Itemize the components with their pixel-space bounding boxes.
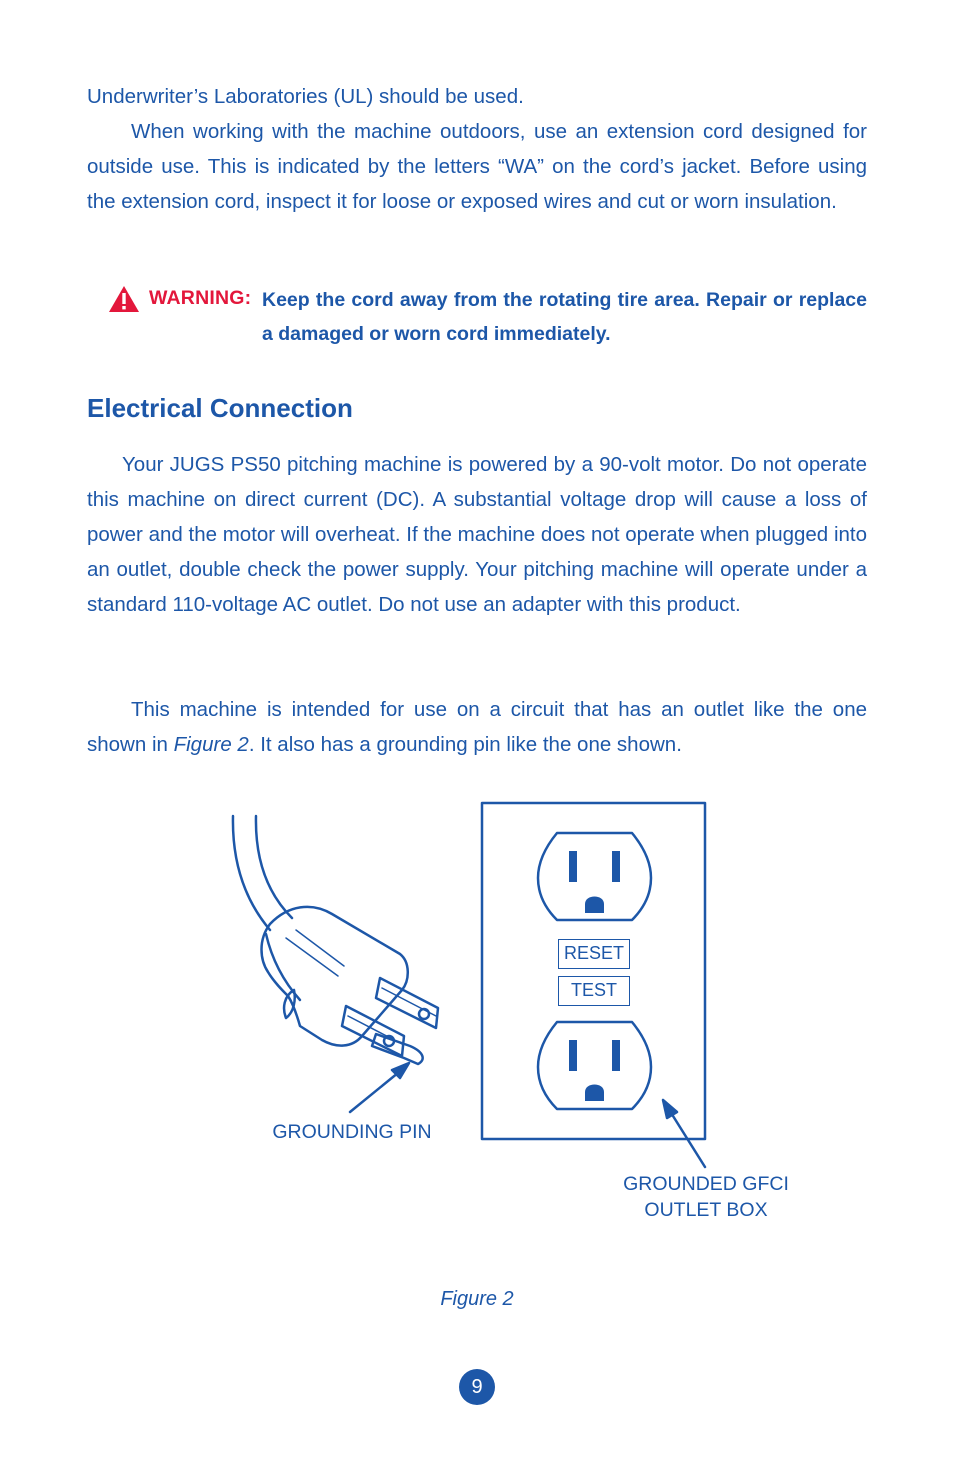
warning-label: WARNING:	[149, 287, 252, 309]
section-heading: Electrical Connection	[87, 393, 353, 423]
warning-text: Keep the cord away from the rotating tire area. Repair or replace a damaged or worn cord immediately.	[262, 289, 867, 345]
warning-icon	[108, 285, 140, 313]
outlet-box-label-line1: GROUNDED GFCI	[623, 1173, 789, 1195]
figure-reference: Figure 2	[173, 733, 249, 756]
outlet-box-label-line2: OUTLET BOX	[644, 1199, 768, 1221]
plug-illustration	[233, 816, 438, 1112]
outdoor-paragraph: When working with the machine outdoors, use an extension cord designed for outside use. This is indicated by the letters “WA” on the cord’s jacket. Before using the extension cord, inspect it for loose or exposed wires and cut or worn insulation.	[87, 120, 867, 213]
outlet-paragraph-text-b: . It also has a grounding pin like the one shown.	[248, 733, 682, 756]
figure-caption: Figure 2	[440, 1288, 514, 1310]
electrical-paragraph: Your JUGS PS50 pitching machine is powered by a 90-volt motor. Do not operate this machine on direct current (DC). A substantial voltage drop will cause a loss of power and the motor will overheat. If the machine does not operate when plugged into an outlet, double check the power supply. Your pitching machine will operate under a standard 110-voltage AC outlet. Do not use an adapter with this product.	[87, 453, 867, 616]
test-button: TEST	[558, 976, 630, 1006]
intro-line: Underwriter’s Laboratories (UL) should be used.	[87, 85, 524, 108]
outlet-box-label	[596, 1171, 816, 1223]
page-number: 9	[459, 1369, 495, 1405]
outlet-paragraph	[87, 692, 867, 762]
outlet-paragraph-text-a: This machine is intended for use on a circuit that has an outlet like the one shown in	[87, 698, 867, 756]
grounding-pin-label: GROUNDING PIN	[272, 1121, 432, 1143]
reset-button: RESET	[558, 939, 630, 969]
